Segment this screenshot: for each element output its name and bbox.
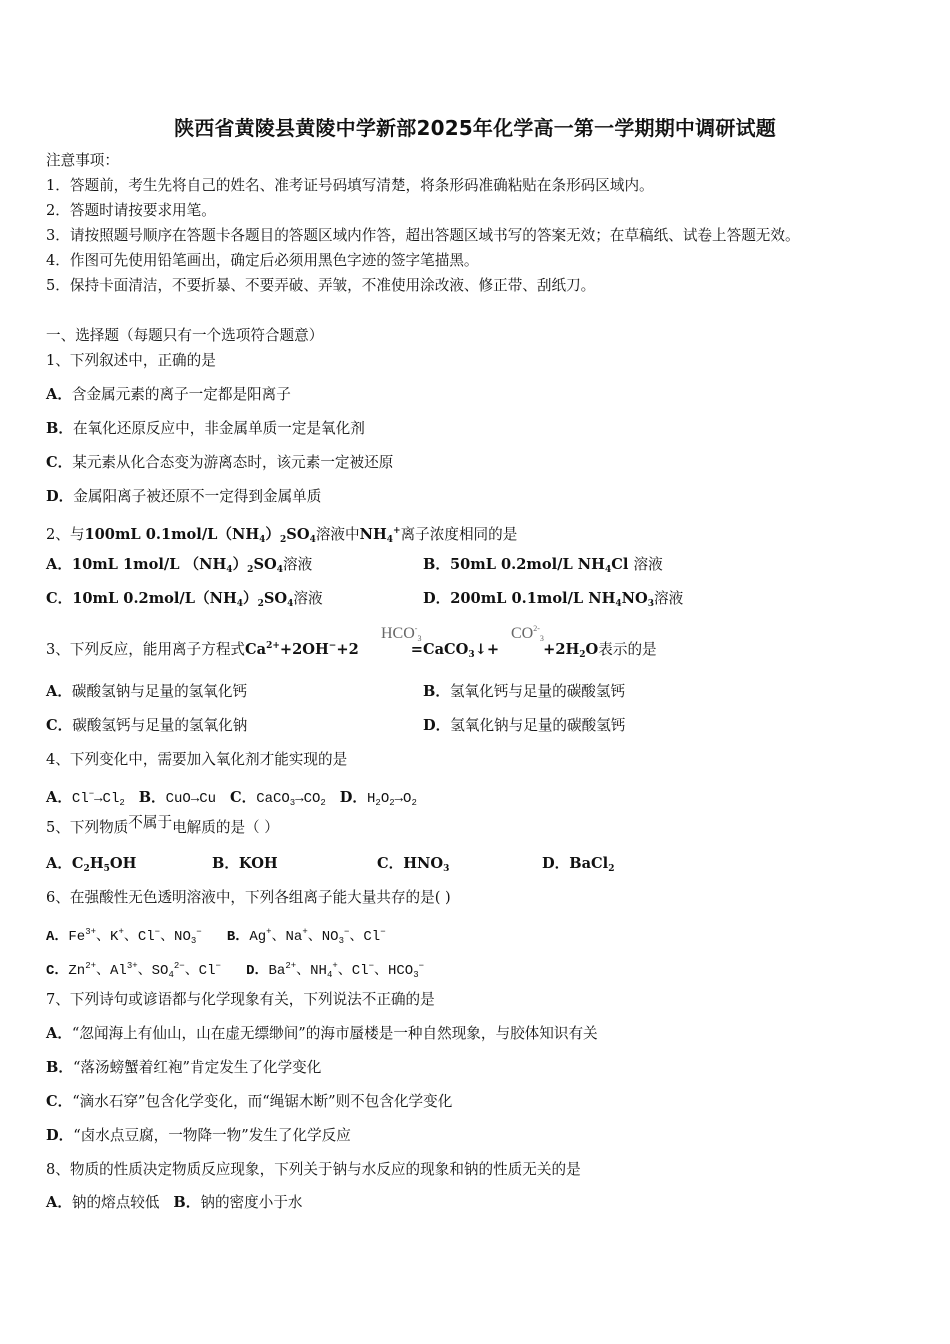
option-row: D．“卤水点豆腐，一物降一物”发生了化学反应 [46,1127,351,1144]
option-row: A．碳酸氢钠与足量的氢氧化钙 B．氢氧化钙与足量的碳酸氢钙 [46,683,626,700]
question-stem: 5、下列物质不属于电解质的是（ ） [46,814,279,836]
option-row: A．钠的熔点较低 B．钠的密度小于水 [46,1194,303,1211]
option-row [46,385,291,405]
question-stem: 2、与100mL $0.1mol/L(NH_4)_2SO_4$溶液中$NH_4^+$离子浓度相同的是 [46,526,518,545]
option-text: 某元素从化合态变为游离态时，该元素一定被还原 [72,454,394,471]
option-row: C．10mL $0.2mol/L(NH_4)_2SO_4$溶液 D．200mL 0.1mol/L $NH_4NO_3$溶液 [46,590,684,609]
notice-item: 2．答题时请按要求用笔。 [46,202,216,219]
section-heading: 一、选择题（每题只有一个选项符合题意） [46,327,324,344]
notice-item: 1．答题前，考生先将自己的姓名、准考证号码填写清楚，将条形码准确粘贴在条形码区域内。 [46,177,654,194]
option-letter: A． [46,386,72,403]
question-stem: 8、物质的性质决定物质反应现象，下列关于钠与水反应的现象和钠的性质无关的是 [46,1161,581,1178]
notice-item: 5．保持卡面清洁，不要折暴、不要弄破、弄皱，不准使用涂改液、修正带、刮纸刀。 [46,277,596,294]
question-stem: 7、下列诗句或谚语都与化学现象有关，下列说法不正确的是 [46,991,435,1008]
option-letter: C． [46,454,73,471]
option-letter: B． [46,420,73,437]
option-row: B．“落汤螃蟹着红袍”肯定发生了化学变化 [46,1059,322,1076]
question-stem: 6、在强酸性无色透明溶液中，下列各组离子能大量共存的是( ) [46,889,451,906]
option-row [46,419,365,439]
option-row: A．“忽闻海上有仙山，山在虚无缥缈间”的海市蜃楼是一种自然现象，与胶体知识有关 [46,1025,598,1042]
page-title: 陕西省黄陵县黄陵中学新部2025年化学高一第一学期期中调研试题 [174,116,776,140]
question-stem: 4、下列变化中，需要加入氧化剂才能实现的是 [46,751,348,768]
option-row [46,453,393,473]
option-row: A．10mL 1mol/L $(NH_4)_2SO_4$溶液 B．50mL 0.2mol/L $NH_4Cl$ 溶液 [46,556,663,575]
option-text: 含金属元素的离子一定都是阳离子 [71,386,291,403]
option-row: C．$Zn^{2+}$、$Al^{3+}$、$SO_4^{2-}$、Cl− D．$Ba^{2+}$、$NH_4^+$、Cl−、$HCO_3^-$ [46,961,425,980]
carbonate-ion: $CO^{2-}_3$ [511,624,544,643]
option-text: 金属阳离子被还原不一定得到金属单质 [73,488,322,505]
option-text: 在氧化还原反应中，非金属单质一定是氧化剂 [72,420,365,437]
option-row: A．$Fe^{3+}$、K+、Cl−、$NO_3^-$ B．Ag+、Na+、$NO_3^-$、Cl− [46,927,386,946]
option-row: A．$Cl^-\to Cl_2$ B．CuO→Cu C．$CaCO_3\to CO_2$ D．$H_2O_2\to O_2$ [46,789,417,808]
bicarbonate-ion: $HCO^-_3$ [381,624,422,643]
option-row: A．$C_2H_5OH$ B．KOH C．$HNO_3$ D．BaCl$_2$ [46,855,615,874]
notice-item: 4．作图可先使用铅笔画出，确定后必须用黑色字迹的签字笔描黑。 [46,252,479,269]
option-row [46,487,321,507]
notice-heading: 注意事项： [46,152,119,169]
option-letter: D． [46,488,74,505]
question-stem: 3、下列反应，能用离子方程式$Ca^{2+}+2OH^-+2$ =CaCO$_3$↓+ $+2H_2O$表示的是 [46,641,657,660]
option-row: C．碳酸氢钙与足量的氢氧化钠 D．氢氧化钠与足量的碳酸氢钙 [46,717,626,734]
option-row: C．“滴水石穿”包含化学变化，而“绳锯木断”则不包含化学变化 [46,1093,453,1110]
notice-item: 3．请按照题号顺序在答题卡各题目的答题区域内作答，超出答题区域书写的答案无效；在草稿纸、试卷上答题无效。 [46,227,800,244]
question-stem: 1、下列叙述中，正确的是 [46,352,216,369]
